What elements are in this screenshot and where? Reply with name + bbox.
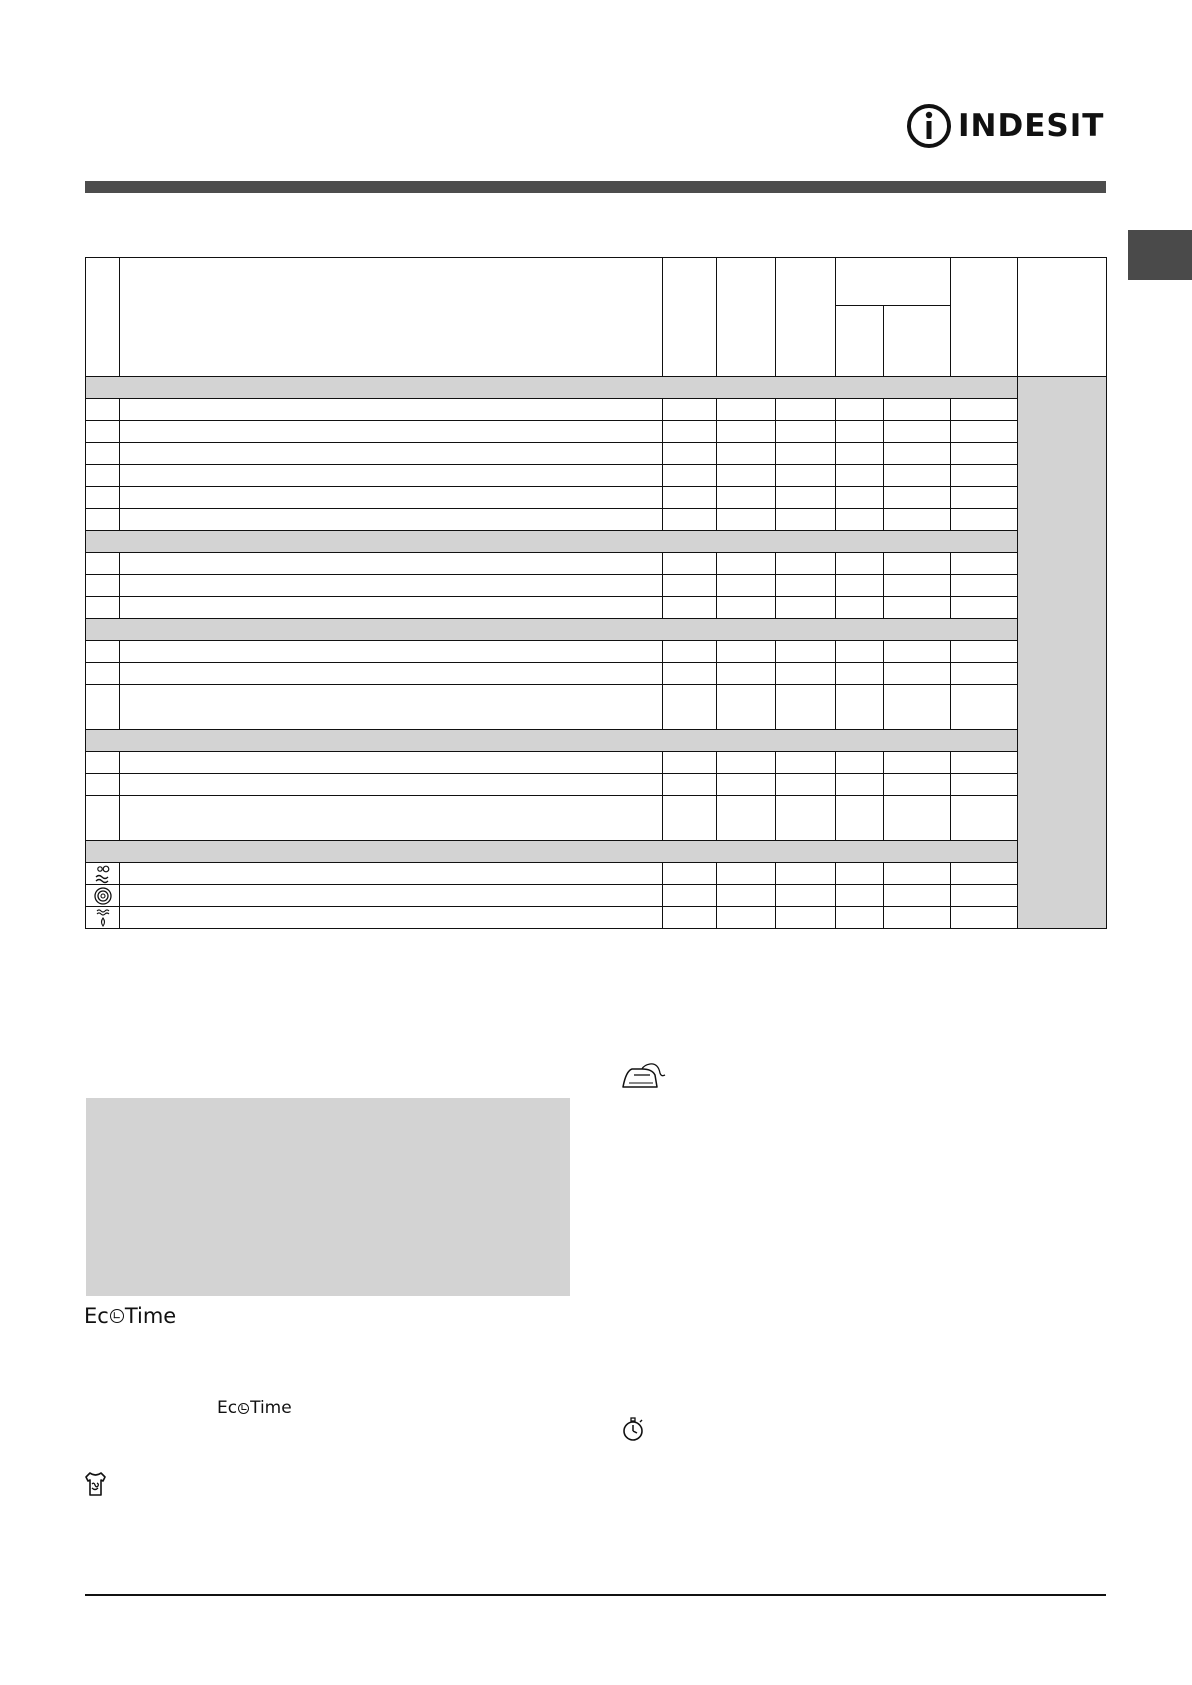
programme-table xyxy=(85,257,1107,929)
table-row xyxy=(86,774,1107,796)
ecotime-logo xyxy=(84,1304,176,1328)
table-row xyxy=(86,796,1107,841)
header-cell xyxy=(1018,258,1107,377)
steam-refresh-icon xyxy=(92,864,114,884)
footer-rule xyxy=(85,1594,1106,1596)
table-row xyxy=(86,663,1107,685)
brand-name: INDESIT xyxy=(958,108,1105,144)
section-row xyxy=(86,531,1107,553)
stain-shirt-icon xyxy=(82,1470,108,1498)
table-row xyxy=(86,399,1107,421)
ecotime-clock-icon xyxy=(238,1403,249,1414)
section-row xyxy=(86,841,1107,863)
spin-icon xyxy=(92,886,114,906)
drain-icon xyxy=(92,908,114,928)
note-box xyxy=(86,1098,570,1296)
table-row xyxy=(86,907,1107,929)
section-row xyxy=(86,730,1107,752)
section-row xyxy=(86,377,1107,399)
table-row xyxy=(86,597,1107,619)
stopwatch-icon xyxy=(621,1416,645,1442)
header-bar xyxy=(85,181,1106,193)
header-cell xyxy=(120,258,663,377)
table-row xyxy=(86,863,1107,885)
header-cell xyxy=(663,258,717,377)
ecotime-inline-logo xyxy=(217,1398,292,1418)
header-cell xyxy=(776,258,836,377)
side-column-cell xyxy=(1018,377,1107,929)
ecotime-clock-icon xyxy=(110,1309,124,1323)
header-cell xyxy=(717,258,776,377)
table-row xyxy=(86,421,1107,443)
table-row xyxy=(86,885,1107,907)
header-group-cell xyxy=(836,258,951,306)
brand-logo xyxy=(906,100,1106,152)
header-cell xyxy=(86,258,120,377)
header-subcell xyxy=(836,306,884,377)
table-row xyxy=(86,752,1107,774)
table-row xyxy=(86,641,1107,663)
header-cell xyxy=(951,258,1018,377)
iron-icon xyxy=(620,1063,670,1091)
table-row xyxy=(86,465,1107,487)
ecotime-label: Time xyxy=(250,1398,292,1418)
indesit-logo-icon xyxy=(906,101,952,151)
header-subcell xyxy=(884,306,951,377)
ecotime-label: Ec xyxy=(84,1304,109,1328)
table-header-row xyxy=(86,258,1107,306)
ecotime-label: Ec xyxy=(217,1398,238,1418)
table-row xyxy=(86,575,1107,597)
table-row xyxy=(86,443,1107,465)
ecotime-label: Time xyxy=(124,1304,177,1328)
table-row xyxy=(86,685,1107,730)
section-row xyxy=(86,619,1107,641)
table-row xyxy=(86,487,1107,509)
language-tab xyxy=(1128,230,1192,280)
table-row xyxy=(86,553,1107,575)
table-row xyxy=(86,509,1107,531)
